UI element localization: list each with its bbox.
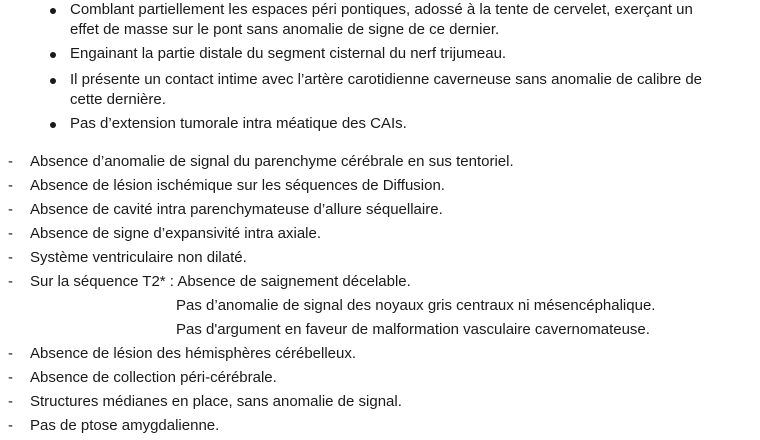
dash-item-1: Absence d’anomalie de signal du parenchyme cérébrale en sus tentoriel. xyxy=(30,153,514,170)
dash-marker: - xyxy=(8,273,13,290)
bullet-3-line-1: Il présente un contact intime avec l’artère carotidienne caverneuse sans anomalie de calibre de xyxy=(70,71,703,88)
bullet-1-line-2: effet de masse sur le pont sans anomalie de signe de ce dernier. xyxy=(70,21,500,38)
dash-marker: - xyxy=(8,177,13,194)
dash-item-9: Structures médianes en place, sans anomalie de signal. xyxy=(30,393,402,410)
dash-item-10: Pas de ptose amygdalienne. xyxy=(30,417,220,434)
t2-continuation-2: Pas d'argument en faveur de malformation vasculaire cavernomateuse. xyxy=(176,321,650,338)
dash-marker: - xyxy=(8,249,13,266)
dash-item-5: Système ventriculaire non dilaté. xyxy=(30,249,247,266)
dash-marker: - xyxy=(8,369,13,386)
dash-item-3: Absence de cavité intra parenchymateuse d’allure séquellaire. xyxy=(30,201,443,218)
bullet-dot xyxy=(50,8,56,14)
dash-item-6-t2: Sur la séquence T2* : Absence de saignement décelable. xyxy=(30,273,411,290)
bullet-dot xyxy=(50,122,56,128)
dash-marker: - xyxy=(8,393,13,410)
bullet-3-line-2: cette dernière. xyxy=(70,91,166,108)
dash-marker: - xyxy=(8,225,13,242)
dash-marker: - xyxy=(8,417,13,434)
dash-marker: - xyxy=(8,201,13,218)
bullet-1-line-1: Comblant partiellement les espaces péri pontiques, adossé à la tente de cervelet, exerçant un xyxy=(70,1,693,18)
bullet-2-line-1: Engainant la partie distale du segment cisternal du nerf trijumeau. xyxy=(70,45,507,62)
dash-marker: - xyxy=(8,153,13,170)
dash-item-4: Absence de signe d’expansivité intra axiale. xyxy=(30,225,322,242)
dash-marker: - xyxy=(8,345,13,362)
dash-item-8: Absence de collection péri-cérébrale. xyxy=(30,369,277,386)
dash-item-2: Absence de lésion ischémique sur les séquences de Diffusion. xyxy=(30,177,445,194)
bullet-dot xyxy=(50,78,56,84)
dash-item-7: Absence de lésion des hémisphères cérébelleux. xyxy=(30,345,357,362)
bullet-dot xyxy=(50,52,56,58)
t2-continuation-1: Pas d’anomalie de signal des noyaux gris centraux ni mésencéphalique. xyxy=(176,297,656,314)
bullet-4-line-1: Pas d’extension tumorale intra méatique des CAIs. xyxy=(70,115,407,132)
